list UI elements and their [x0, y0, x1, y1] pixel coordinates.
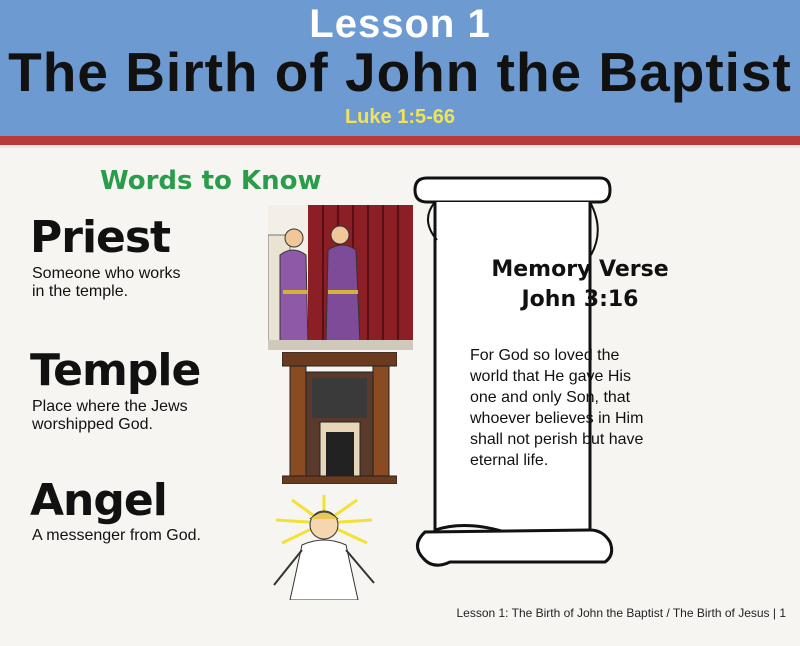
priests-illustration-icon — [268, 205, 413, 350]
definition-line: Someone who works — [32, 265, 181, 282]
temple-illustration-icon — [282, 352, 397, 484]
verse-line: one and only Son, that — [470, 389, 631, 406]
definition-line: Place where the Jews — [32, 398, 188, 415]
words-to-know-heading: Words to Know — [100, 166, 322, 196]
memory-verse-reference: John 3:16 — [521, 287, 639, 312]
angel-illustration-icon — [262, 495, 387, 600]
page-footer: Lesson 1: The Birth of John the Baptist / The Birth of Jesus | 1 — [456, 606, 786, 620]
header-white-band — [0, 145, 800, 148]
term-angel: Angel — [30, 475, 167, 526]
term-priest: Priest — [30, 212, 171, 263]
verse-line: world that He gave His — [470, 368, 631, 385]
definition-line: worshipped God. — [32, 416, 153, 433]
page-title: The Birth of John the Baptist — [8, 41, 792, 103]
definition-priest — [32, 265, 181, 301]
header-red-band — [0, 136, 800, 145]
definition-line: A messenger from God. — [32, 527, 201, 544]
memory-verse-text — [470, 345, 690, 471]
definition-angel — [32, 527, 201, 545]
verse-line: shall not perish but have — [470, 431, 644, 448]
memory-verse-heading: Memory Verse — [491, 257, 669, 282]
verse-line: whoever believes in Him — [470, 410, 644, 427]
term-temple: Temple — [30, 345, 201, 396]
scripture-reference: Luke 1:5-66 — [344, 106, 456, 128]
memory-verse-title — [480, 255, 680, 315]
definition-line: in the temple. — [32, 283, 129, 300]
verse-line: For God so loved the — [470, 347, 620, 364]
verse-line: eternal life. — [470, 452, 549, 469]
lesson-label: Lesson 1 — [309, 2, 491, 46]
definition-temple — [32, 398, 188, 434]
